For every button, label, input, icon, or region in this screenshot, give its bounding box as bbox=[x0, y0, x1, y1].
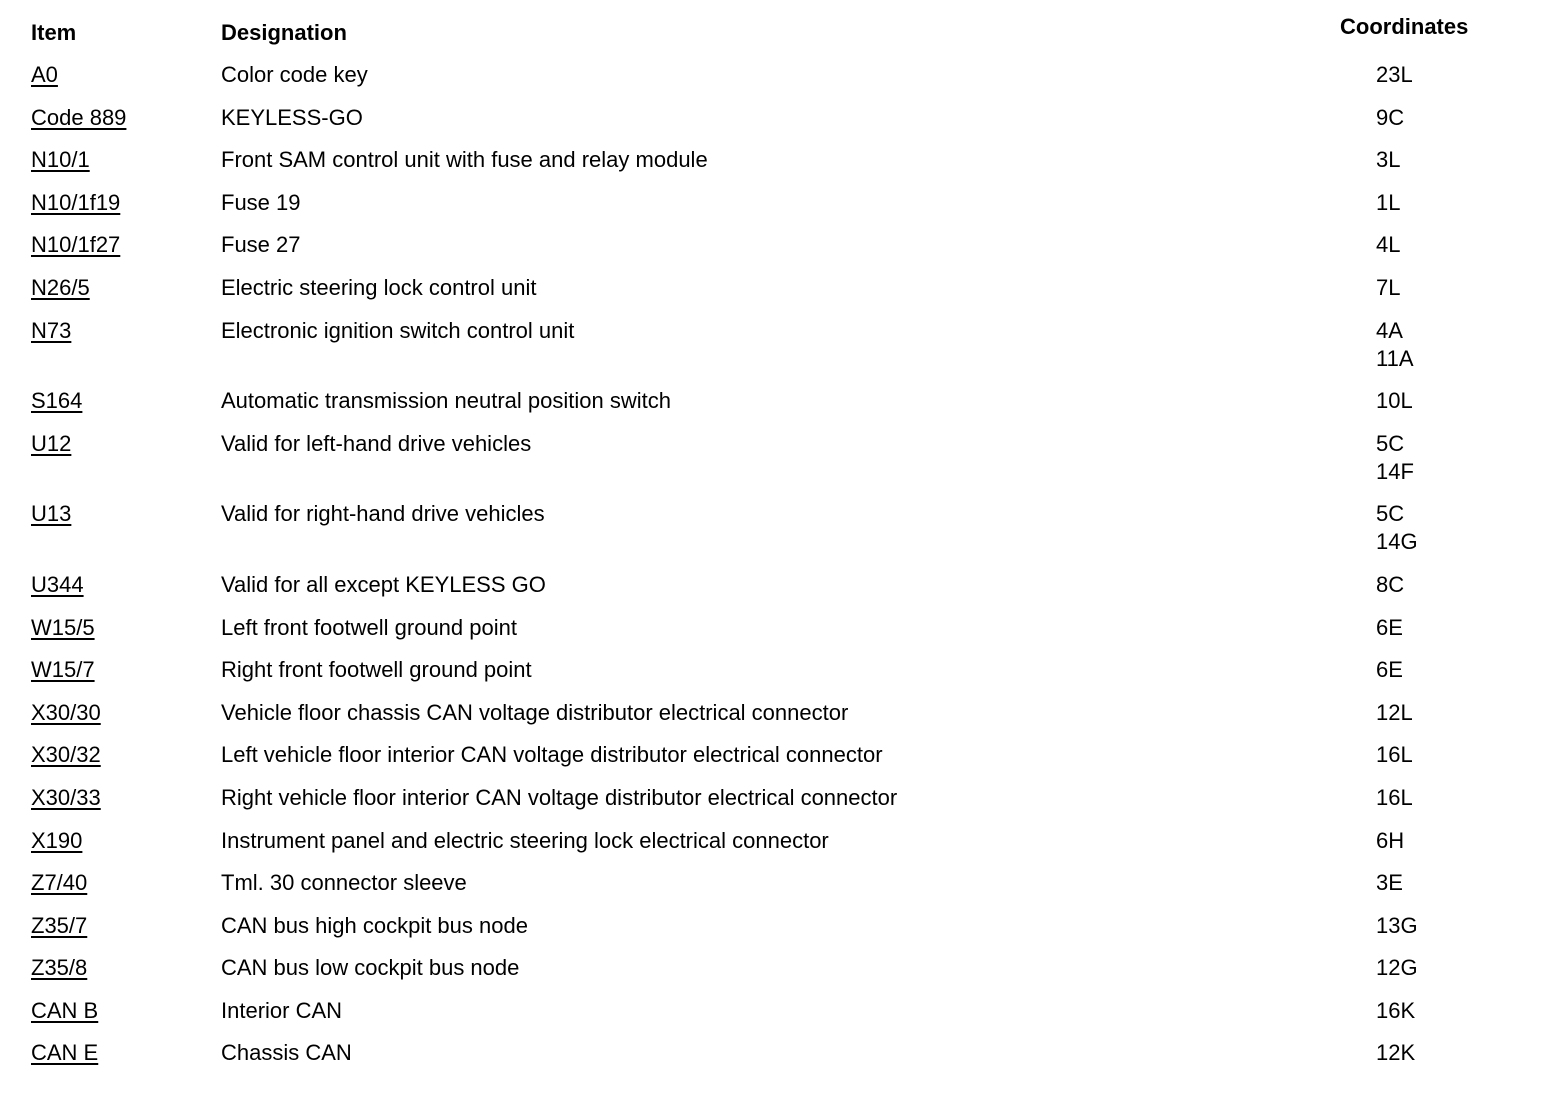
coordinate-value: 7L bbox=[1376, 274, 1401, 300]
table-row bbox=[0, 189, 1568, 232]
designation-text: Right front footwell ground point bbox=[221, 657, 532, 683]
coordinate-value: 12G bbox=[1376, 955, 1418, 981]
coordinates-cell bbox=[1376, 784, 1413, 812]
table-row bbox=[0, 274, 1568, 317]
column-header-item: Item bbox=[31, 20, 77, 45]
table-row bbox=[0, 827, 1568, 870]
item-link[interactable]: X30/30 bbox=[31, 699, 101, 725]
coordinate-value: 6E bbox=[1376, 614, 1403, 640]
coordinates-cell bbox=[1376, 189, 1400, 217]
designation-text: Automatic transmission neutral position switch bbox=[221, 388, 671, 414]
column-header-coordinates: Coordinates bbox=[1340, 14, 1469, 39]
item-link[interactable]: S164 bbox=[31, 388, 83, 414]
item-link[interactable]: A0 bbox=[31, 62, 58, 87]
item-link[interactable]: U12 bbox=[31, 430, 72, 456]
coordinate-value: 5C bbox=[1376, 430, 1405, 456]
coordinates-cell bbox=[1376, 387, 1413, 415]
coordinate-value: 8C bbox=[1376, 571, 1405, 597]
coordinates-cell bbox=[1376, 614, 1403, 642]
table-row bbox=[0, 1039, 1568, 1082]
coordinates-cell bbox=[1376, 827, 1404, 855]
coordinate-value: 23L bbox=[1376, 62, 1413, 87]
designation-text: Right vehicle floor interior CAN voltage distributor electrical connector bbox=[221, 784, 898, 810]
coordinate-value: 3L bbox=[1376, 147, 1401, 173]
item-link[interactable]: W15/7 bbox=[31, 657, 95, 683]
coordinate-value: 14G bbox=[1376, 529, 1418, 555]
table-row bbox=[0, 741, 1568, 784]
designation-text: Fuse 27 bbox=[221, 232, 301, 258]
coordinate-value: 16L bbox=[1376, 742, 1413, 768]
item-link[interactable]: Z35/8 bbox=[31, 955, 88, 981]
item-link[interactable]: X30/32 bbox=[31, 742, 101, 768]
table-row bbox=[0, 656, 1568, 699]
designation-text: CAN bus high cockpit bus node bbox=[221, 912, 528, 938]
coordinate-value: 6H bbox=[1376, 827, 1405, 853]
coordinates-cell bbox=[1376, 500, 1418, 556]
designation-text: Color code key bbox=[221, 62, 368, 87]
coordinates-cell bbox=[1376, 741, 1413, 769]
table-row bbox=[0, 61, 1568, 104]
coordinate-value: 14F bbox=[1376, 458, 1414, 484]
coordinate-value: 10L bbox=[1376, 388, 1413, 414]
coordinate-value: 6E bbox=[1376, 657, 1403, 683]
table-row bbox=[0, 146, 1568, 189]
designation-text: Electric steering lock control unit bbox=[221, 274, 537, 300]
coordinates-cell bbox=[1376, 656, 1403, 684]
coordinate-value: 11A bbox=[1376, 345, 1414, 371]
item-link[interactable]: N26/5 bbox=[31, 274, 90, 300]
table-row bbox=[0, 954, 1568, 997]
table-row bbox=[0, 614, 1568, 657]
table-row bbox=[0, 387, 1568, 430]
item-link[interactable]: X30/33 bbox=[31, 784, 101, 810]
item-link[interactable]: N10/1f19 bbox=[31, 189, 121, 215]
table-row bbox=[0, 317, 1568, 388]
table-row bbox=[0, 231, 1568, 274]
coordinate-value: 13G bbox=[1376, 912, 1418, 938]
coordinate-value: 5C bbox=[1376, 501, 1405, 527]
designation-text: CAN bus low cockpit bus node bbox=[221, 955, 520, 981]
coordinates-cell bbox=[1376, 869, 1403, 897]
designation-text: Left vehicle floor interior CAN voltage distributor electrical connector bbox=[221, 742, 883, 768]
coordinate-value: 4L bbox=[1376, 232, 1401, 258]
coordinates-cell bbox=[1376, 997, 1415, 1025]
item-link[interactable]: U13 bbox=[31, 501, 72, 527]
designation-text: Chassis CAN bbox=[221, 1040, 352, 1066]
designation-text: Instrument panel and electric steering lock electrical connector bbox=[221, 827, 829, 853]
item-link[interactable]: Z35/7 bbox=[31, 912, 88, 938]
item-link[interactable]: N10/1f27 bbox=[31, 232, 121, 258]
coordinate-value: 16L bbox=[1376, 784, 1413, 810]
coordinates-cell bbox=[1376, 1039, 1415, 1067]
legend-table bbox=[0, 61, 1568, 1082]
table-row bbox=[0, 500, 1568, 571]
coordinate-value: 3E bbox=[1376, 870, 1403, 896]
coordinates-cell bbox=[1376, 146, 1400, 174]
table-row bbox=[0, 430, 1568, 501]
item-link[interactable]: W15/5 bbox=[31, 614, 95, 640]
designation-text: Valid for right-hand drive vehicles bbox=[221, 501, 545, 527]
designation-text: Front SAM control unit with fuse and relay module bbox=[221, 147, 708, 173]
column-header-designation: Designation bbox=[221, 20, 347, 45]
designation-text: Electronic ignition switch control unit bbox=[221, 317, 575, 343]
coordinate-value: 4A bbox=[1376, 317, 1403, 343]
item-link[interactable]: CAN E bbox=[31, 1040, 99, 1066]
item-link[interactable]: U344 bbox=[31, 571, 84, 597]
coordinates-cell bbox=[1376, 954, 1418, 982]
coordinates-cell bbox=[1376, 571, 1404, 599]
designation-text: Fuse 19 bbox=[221, 189, 301, 215]
table-row bbox=[0, 997, 1568, 1040]
item-link[interactable]: X190 bbox=[31, 827, 83, 853]
coordinates-cell bbox=[1376, 104, 1404, 132]
designation-text: Vehicle floor chassis CAN voltage distributor electrical connector bbox=[221, 699, 849, 725]
coordinates-cell bbox=[1376, 274, 1400, 302]
item-link[interactable]: Code 889 bbox=[31, 104, 127, 130]
coordinate-value: 9C bbox=[1376, 104, 1405, 130]
table-row bbox=[0, 912, 1568, 955]
coordinates-cell bbox=[1376, 231, 1400, 259]
coordinate-value: 16K bbox=[1376, 997, 1416, 1023]
table-row bbox=[0, 571, 1568, 614]
table-row bbox=[0, 104, 1568, 147]
designation-text: Valid for all except KEYLESS GO bbox=[221, 571, 546, 597]
coordinates-cell bbox=[1376, 317, 1414, 373]
item-link[interactable]: CAN B bbox=[31, 997, 99, 1023]
table-row bbox=[0, 869, 1568, 912]
item-link[interactable]: N10/1 bbox=[31, 147, 90, 173]
coordinates-cell bbox=[1376, 912, 1418, 940]
coordinate-value: 12L bbox=[1376, 699, 1413, 725]
coordinates-cell bbox=[1376, 699, 1413, 727]
designation-text: Left front footwell ground point bbox=[221, 614, 517, 640]
designation-text: KEYLESS-GO bbox=[221, 104, 363, 130]
item-link[interactable]: Z7/40 bbox=[31, 870, 88, 896]
item-link[interactable]: N73 bbox=[31, 317, 72, 343]
designation-text: Valid for left-hand drive vehicles bbox=[221, 430, 532, 456]
coordinates-cell bbox=[1376, 430, 1414, 486]
designation-text: Interior CAN bbox=[221, 997, 343, 1023]
table-row bbox=[0, 699, 1568, 742]
table-row bbox=[0, 784, 1568, 827]
coordinates-cell bbox=[1376, 61, 1413, 89]
coordinate-value: 12K bbox=[1376, 1040, 1416, 1066]
coordinate-value: 1L bbox=[1376, 189, 1401, 215]
designation-text: Tml. 30 connector sleeve bbox=[221, 870, 467, 896]
